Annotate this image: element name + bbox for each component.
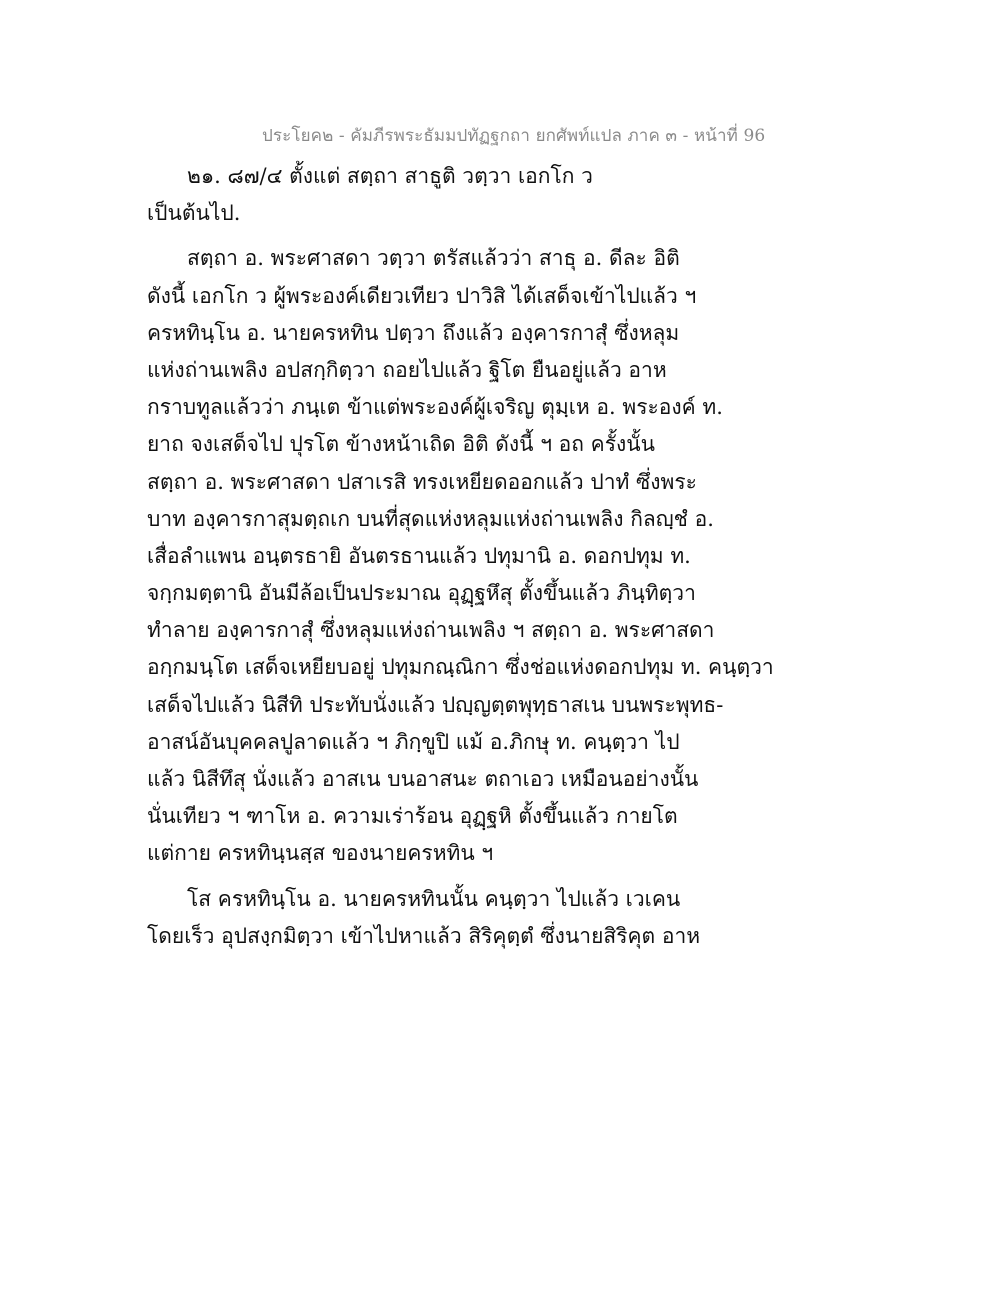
text-line: แล้ว นิสีทึสุ นั่งแล้ว อาสเน บนอาสนะ ตถาเอว เหมือนอย่างนั้น (147, 767, 699, 791)
text-line: แห่งถ่านเพลิง อปสกฺกิตฺวา ถอยไปแล้ว ฐิโต ยืนอยู่แล้ว อาห (147, 357, 667, 382)
text-line: ดังนี้ เอกโก ว ผู้พระองค์เดียวเทียว ปาวิสิ ได้เสด็จเข้าไปแล้ว ฯ (147, 283, 697, 308)
text-line: จกฺกมตฺตานิ อันมีล้อเป็นประมาณ อุฏฺฐหึสุ ตั้งขึ้นแล้ว ภินฺทิตฺวา (147, 581, 696, 606)
text-line: สตฺถา อ. พระศาสดา ปสาเรสิ ทรงเหยียดออกแล้ว ปาทํ ซึ่งพระ (147, 469, 697, 494)
text-line: เสื่อลำแพน อนฺตรธายิ อันตรธานแล้ว ปทุมานิ อ. ดอกปทุม ท. (147, 543, 691, 568)
text-line: นั่นเทียว ฯ ฑาโห อ. ความเร่าร้อน อุฏฺฐหิ ตั้งขึ้นแล้ว กายโต (147, 804, 678, 829)
paragraph-heading (147, 158, 767, 232)
text-line: โดยเร็ว อุปสงฺกมิตฺวา เข้าไปหาแล้ว สิริคุตฺตํ ซึ่งนายสิริคุต อาห (147, 923, 701, 948)
running-header: ประโยค๒ - คัมภีรพระธัมมปทัฏฐกถา ยกศัพท์แปล ภาค ๓ - หน้าที่ 96 (262, 126, 766, 146)
text-line: ทำลาย องฺคารกาสุํ ซึ่งหลุมแห่งถ่านเพลิง ฯ สตฺถา อ. พระศาสดา (147, 618, 715, 643)
paragraph (147, 881, 767, 955)
text-line: สตฺถา อ. พระศาสดา วตฺวา ตรัสแล้วว่า สาธุ อ. ดีละ อิติ (187, 246, 680, 271)
text-line: ยาถ จงเสด็จไป ปุรโต ข้างหน้าเถิด อิติ ดังนี้ ฯ อถ ครั้งนั้น (147, 432, 655, 457)
text-line: อกฺกมนฺโต เสด็จเหยียบอยู่ ปทุมกณฺณิกา ซึ่งช่อแห่งดอกปทุม ท. คนฺตฺวา (147, 655, 774, 680)
text-line: บาท องฺคารกาสุมตฺถเก บนที่สุดแห่งหลุมแห่งถ่านเพลิง กิลญฺชํ อ. (147, 506, 714, 531)
page-body (147, 158, 774, 955)
text-line: เสด็จไปแล้ว นิสีทิ ประทับนั่งแล้ว ปญฺญตฺตพุทฺธาสเน บนพระพุทธ- (147, 692, 724, 717)
text-line: อาสน์อันบุคคลปูลาดแล้ว ฯ ภิกฺขูปิ แม้ อ.ภิกษุ ท. คนฺตฺวา ไป (147, 729, 680, 754)
text-line: โส ครหทินฺโน อ. นายครหทินนั้น คนฺตฺวา ไปแล้ว เวเคน (187, 886, 681, 911)
text-line: ๒๑. ๘๗/๔ ตั้งแต่ สตฺถา สาธูติ วตฺวา เอกโก ว (187, 164, 593, 188)
text-line: เป็นต้นไป. (147, 201, 241, 226)
text-line: กราบทูลแล้วว่า ภนฺเต ข้าแต่พระองค์ผู้เจริญ ตุมฺเห อ. พระองค์ ท. (147, 395, 723, 420)
paragraph (147, 240, 774, 872)
text-line: แต่กาย ครหทินฺนสฺส ของนายครหทิน ฯ (147, 841, 494, 866)
text-line: ครหทินฺโน อ. นายครหทิน ปตฺวา ถึงแล้ว องฺคารกาสุํ ซึ่งหลุม (147, 320, 680, 345)
